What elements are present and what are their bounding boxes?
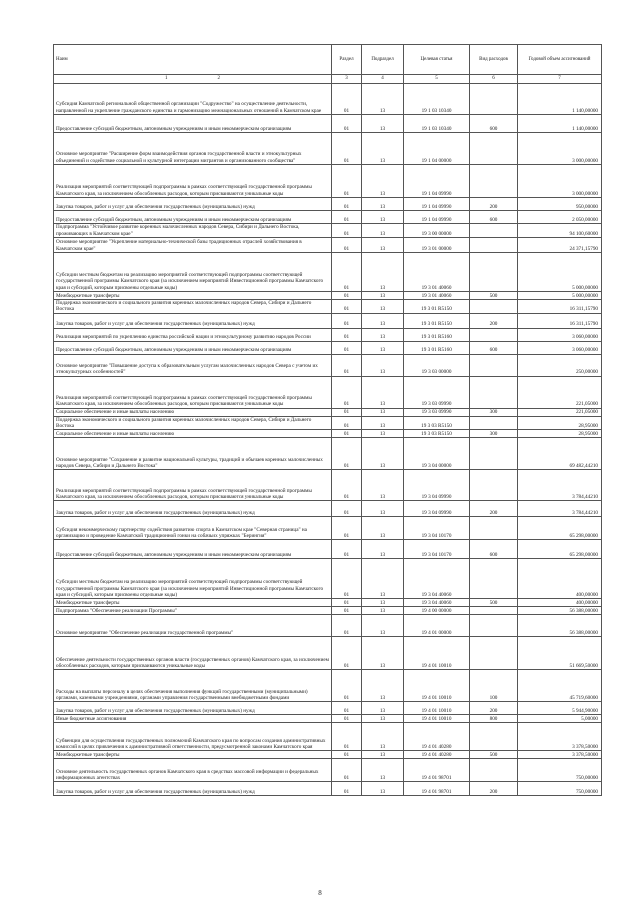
- row-name: Реализация мероприятий соответствующей подпрограммы в рамках соответствующей государственной программы Камчатского края, за исключением обособленных расходов, которым присваиваются уникальные коды: [54, 376, 332, 408]
- row-sum: 16 311,15790: [518, 313, 602, 328]
- table-row: [54, 751, 602, 759]
- col-vr-header: Вид расходов: [470, 45, 518, 75]
- row-podrazdel: 13: [362, 559, 404, 599]
- row-podrazdel: 13: [362, 354, 404, 376]
- table-row: [54, 211, 602, 224]
- row-sum: 5 000,00000: [518, 253, 602, 292]
- row-vr: [470, 376, 518, 408]
- row-podrazdel: 13: [362, 470, 404, 501]
- row-csr: 19 3 04 40060: [404, 559, 470, 599]
- row-name: Реализация мероприятий по укреплению единства российской нации и этнокультурному развитию народов России: [54, 328, 332, 341]
- row-razdel: 01: [332, 376, 362, 408]
- row-name: Подпрограмма "Обеспечение реализации Программы": [54, 607, 332, 615]
- table-row: [54, 715, 602, 723]
- row-sum: 3 378,50000: [518, 723, 602, 751]
- row-sum: 5,00000: [518, 715, 602, 723]
- row-razdel: 01: [332, 751, 362, 759]
- table-row: [54, 416, 602, 430]
- row-podrazdel: 13: [362, 607, 404, 615]
- row-razdel: 01: [332, 165, 362, 198]
- row-sum: 221,05000: [518, 408, 602, 416]
- row-sum: 1 140,00000: [518, 115, 602, 133]
- row-name: Реализация мероприятий соответствующей подпрограммы в рамках соответствующей государственной программы Камчатского края, за исключением обособленных расходов, которым присваиваются уникальные коды: [54, 470, 332, 501]
- row-podrazdel: 13: [362, 328, 404, 341]
- row-podrazdel: 13: [362, 133, 404, 165]
- col-podrazdel-header: Подраздел: [362, 45, 404, 75]
- row-name: Субсидия некоммерческому партнерству содействия развитию спорта в Камчатском крае "Северная страница" на организацию и проведение Камчатской традиционной гонки на собачьих упряжках "Берингия": [54, 517, 332, 540]
- row-sum: 2 050,00000: [518, 211, 602, 224]
- table-row: [54, 759, 602, 782]
- row-sum: 3 784,44210: [518, 470, 602, 501]
- row-sum: 24 371,15790: [518, 238, 602, 253]
- row-vr: [470, 723, 518, 751]
- row-razdel: 01: [332, 599, 362, 607]
- table-row: [54, 376, 602, 408]
- col-number: 5: [404, 75, 470, 84]
- row-csr: 19 3 01 40060: [404, 292, 470, 300]
- row-name: Межбюджетные трансферты: [54, 292, 332, 300]
- row-name: Поддержка экономического и социального развития коренных малочисленных народов Севера, Сибири и Дальнего Востока: [54, 416, 332, 430]
- table-row: [54, 341, 602, 354]
- row-razdel: 01: [332, 723, 362, 751]
- row-csr: 19 4 01 10010: [404, 715, 470, 723]
- row-razdel: 01: [332, 300, 362, 314]
- row-podrazdel: 13: [362, 438, 404, 470]
- row-name: Субсидии местным бюджетам на реализацию мероприятий соответствующей подпрограммы соответствующей государственной программы Камчатского края (за исключением мероприятий Инвестиционной программы Камчатского края и субсидий, которым присвоены отдельные коды): [54, 253, 332, 292]
- row-csr: 19 3 03 R5150: [404, 430, 470, 438]
- row-vr: [470, 253, 518, 292]
- row-name: Обеспечение деятельности государственных органов власти (государственных органов) Камчатского края, за исключением обособленных расходов, которым присваиваются уникальные коды: [54, 637, 332, 670]
- row-sum: 250,00000: [518, 354, 602, 376]
- row-name: Социальное обеспечение и иные выплаты населению: [54, 408, 332, 416]
- row-csr: 19 4 01 40280: [404, 723, 470, 751]
- row-sum: 65 298,00000: [518, 540, 602, 559]
- row-razdel: 01: [332, 354, 362, 376]
- row-csr: 19 4 01 10010: [404, 637, 470, 670]
- row-vr: 600: [470, 115, 518, 133]
- row-name: Предоставление субсидий бюджетным, автономным учреждениям и иным некоммерческим организациям: [54, 341, 332, 354]
- col-csr-header: Целевая статья: [404, 45, 470, 75]
- row-vr: 500: [470, 292, 518, 300]
- row-name: Основное мероприятие "Повышение доступа к образовательным услугам малочисленных народов Севера с учетом их этнокультурных особенностей": [54, 354, 332, 376]
- row-razdel: 01: [332, 198, 362, 211]
- row-vr: [470, 133, 518, 165]
- table-row: [54, 292, 602, 300]
- row-csr: 19 1 03 10340: [404, 84, 470, 115]
- row-vr: 300: [470, 430, 518, 438]
- row-razdel: 01: [332, 224, 362, 238]
- row-sum: 750,00000: [518, 782, 602, 796]
- row-vr: [470, 759, 518, 782]
- row-podrazdel: 13: [362, 615, 404, 637]
- row-sum: 3 000,00000: [518, 133, 602, 165]
- row-vr: [470, 416, 518, 430]
- row-csr: 19 3 01 R5160: [404, 341, 470, 354]
- table-row: [54, 198, 602, 211]
- budget-table: [53, 44, 602, 796]
- row-csr: 19 4 01 98701: [404, 759, 470, 782]
- row-podrazdel: 13: [362, 300, 404, 314]
- row-vr: 300: [470, 408, 518, 416]
- row-razdel: 01: [332, 211, 362, 224]
- row-vr: 200: [470, 313, 518, 328]
- row-sum: 221,05000: [518, 376, 602, 408]
- row-vr: 600: [470, 540, 518, 559]
- row-sum: 950,00000: [518, 198, 602, 211]
- row-razdel: 01: [332, 115, 362, 133]
- row-podrazdel: 13: [362, 211, 404, 224]
- table-row: [54, 300, 602, 314]
- col-number: 6: [470, 75, 518, 84]
- row-razdel: 01: [332, 416, 362, 430]
- row-razdel: 01: [332, 438, 362, 470]
- row-csr: 19 3 01 40060: [404, 253, 470, 292]
- row-name: Основное мероприятие "Сохранение и развитие национальной культуры, традиций и обычаев коренных малочисленных народов Севера, Сибири и Дальнего Востока": [54, 438, 332, 470]
- row-vr: [470, 328, 518, 341]
- row-razdel: 01: [332, 501, 362, 517]
- row-csr: 19 3 00 00000: [404, 224, 470, 238]
- row-podrazdel: 13: [362, 376, 404, 408]
- col-number: 3: [332, 75, 362, 84]
- row-csr: 19 1 04 09990: [404, 165, 470, 198]
- table-row: [54, 723, 602, 751]
- table-row: [54, 501, 602, 517]
- row-name: Поддержка экономического и социального развития коренных малочисленных народов Севера, Сибири и Дальнего Востока: [54, 300, 332, 314]
- row-name: Закупка товаров, работ и услуг для обеспечения государственных (муниципальных) нужд: [54, 313, 332, 328]
- row-csr: 19 1 03 10340: [404, 115, 470, 133]
- col-number: 4: [362, 75, 404, 84]
- row-razdel: 01: [332, 782, 362, 796]
- row-razdel: 01: [332, 607, 362, 615]
- row-vr: 200: [470, 782, 518, 796]
- table-row: [54, 430, 602, 438]
- row-podrazdel: 13: [362, 341, 404, 354]
- row-razdel: 01: [332, 702, 362, 715]
- row-sum: 5 000,00000: [518, 292, 602, 300]
- row-vr: 600: [470, 211, 518, 224]
- row-name: Закупка товаров, работ и услуг для обеспечения государственных (муниципальных) нужд: [54, 782, 332, 796]
- row-podrazdel: 13: [362, 115, 404, 133]
- row-csr: 19 1 04 09990: [404, 211, 470, 224]
- row-sum: 3 000,00000: [518, 165, 602, 198]
- row-name: Предоставление субсидий бюджетным, автономным учреждениям и иным некоммерческим организациям: [54, 115, 332, 133]
- row-sum: 5 944,90000: [518, 702, 602, 715]
- row-csr: 19 4 01 10010: [404, 670, 470, 702]
- row-name: Расходы на выплаты персоналу в целях обеспечения выполнения функций государственными (муниципальными) органами, казенными учреждениями, органами управления государственными внебюджетными фондами: [54, 670, 332, 702]
- row-podrazdel: 13: [362, 313, 404, 328]
- row-podrazdel: 13: [362, 540, 404, 559]
- table-row: [54, 133, 602, 165]
- row-razdel: 01: [332, 670, 362, 702]
- table-row: [54, 559, 602, 599]
- row-vr: [470, 84, 518, 115]
- table-row: [54, 84, 602, 115]
- row-razdel: 01: [332, 559, 362, 599]
- row-sum: 56 388,00000: [518, 615, 602, 637]
- row-csr: 19 3 04 09990: [404, 470, 470, 501]
- row-sum: 28,95000: [518, 416, 602, 430]
- row-name: Основное мероприятие "Обеспечение реализации государственной программы": [54, 615, 332, 637]
- row-sum: 28,95000: [518, 430, 602, 438]
- row-vr: [470, 615, 518, 637]
- row-name: Межбюджетные трансферты: [54, 599, 332, 607]
- table-row: [54, 470, 602, 501]
- row-sum: 3 060,00000: [518, 341, 602, 354]
- row-sum: 65 298,00000: [518, 517, 602, 540]
- row-csr: 19 3 01 R5160: [404, 328, 470, 341]
- row-podrazdel: 13: [362, 292, 404, 300]
- row-razdel: 01: [332, 84, 362, 115]
- row-podrazdel: 13: [362, 517, 404, 540]
- table-row: [54, 438, 602, 470]
- row-vr: 500: [470, 599, 518, 607]
- row-name: Реализация мероприятий соответствующей подпрограммы в рамках соответствующей государственной программы Камчатского края, за исключением обособленных расходов, которым присваиваются уникальные коды: [54, 165, 332, 198]
- row-podrazdel: 13: [362, 599, 404, 607]
- row-vr: [470, 224, 518, 238]
- row-name: Субсидия Камчатской региональной общественной организации "Содружество" на осуществление деятельности, направленной на укрепление гражданского единства и гармонизацию межнациональных отношений в Камчатском крае: [54, 84, 332, 115]
- column-number-row: [54, 75, 602, 84]
- row-sum: 3 784,44210: [518, 501, 602, 517]
- row-name: Основное деятельность государственных органов Камчатского края в средствах массовой информации и федеральных информационных агентствах: [54, 759, 332, 782]
- table-row: [54, 599, 602, 607]
- row-podrazdel: 13: [362, 782, 404, 796]
- row-csr: 19 3 04 40060: [404, 599, 470, 607]
- row-razdel: 01: [332, 470, 362, 501]
- col-number: 1 2: [54, 75, 332, 84]
- row-name: Основное мероприятие "Укрепление материально-технической базы традиционных отраслей хозяйствования в Камчатском крае": [54, 238, 332, 253]
- col-name-header: Наим: [54, 45, 332, 75]
- page-number: 8: [318, 889, 322, 897]
- row-sum: 16 311,15790: [518, 300, 602, 314]
- row-razdel: 01: [332, 408, 362, 416]
- row-razdel: 01: [332, 430, 362, 438]
- row-name: Предоставление субсидий бюджетным, автономным учреждениям и иным некоммерческим организациям: [54, 540, 332, 559]
- row-sum: 56 388,00000: [518, 607, 602, 615]
- row-csr: 19 3 03 R5150: [404, 416, 470, 430]
- row-name: Иные бюджетные ассигнования: [54, 715, 332, 723]
- row-razdel: 01: [332, 292, 362, 300]
- row-podrazdel: 13: [362, 238, 404, 253]
- row-sum: 3 378,50000: [518, 751, 602, 759]
- row-podrazdel: 13: [362, 723, 404, 751]
- row-name: Закупка товаров, работ и услуг для обеспечения государственных (муниципальных) нужд: [54, 702, 332, 715]
- row-vr: 500: [470, 751, 518, 759]
- col-razdel-header: Раздел: [332, 45, 362, 75]
- row-csr: 19 3 01 R5150: [404, 300, 470, 314]
- row-podrazdel: 13: [362, 430, 404, 438]
- row-csr: 19 4 01 10010: [404, 702, 470, 715]
- row-sum: 750,00000: [518, 759, 602, 782]
- row-vr: 800: [470, 715, 518, 723]
- budget-sheet: [53, 44, 601, 796]
- row-name: Закупка товаров, работ и услуг для обеспечения государственных (муниципальных) нужд: [54, 198, 332, 211]
- row-sum: 45 719,60000: [518, 670, 602, 702]
- table-row: [54, 115, 602, 133]
- row-vr: [470, 300, 518, 314]
- row-podrazdel: 13: [362, 253, 404, 292]
- row-podrazdel: 13: [362, 198, 404, 211]
- row-sum: 51 669,50000: [518, 637, 602, 670]
- row-podrazdel: 13: [362, 84, 404, 115]
- row-sum: 3 060,00000: [518, 328, 602, 341]
- row-sum: 400,00000: [518, 559, 602, 599]
- table-row: [54, 238, 602, 253]
- table-row: [54, 517, 602, 540]
- row-csr: 19 4 00 00000: [404, 607, 470, 615]
- row-podrazdel: 13: [362, 702, 404, 715]
- row-name: Субвенции для осуществления государственных полномочий Камчатского края по вопросам создания административных комиссий в целях привлечения к административной ответственности, предусмотренной законами Камчатского края: [54, 723, 332, 751]
- row-sum: 94 100,60000: [518, 224, 602, 238]
- row-vr: [470, 517, 518, 540]
- table-row: [54, 702, 602, 715]
- row-sum: 400,00000: [518, 599, 602, 607]
- table-row: [54, 615, 602, 637]
- row-podrazdel: 13: [362, 224, 404, 238]
- row-csr: 19 3 04 10170: [404, 517, 470, 540]
- row-podrazdel: 13: [362, 408, 404, 416]
- table-row: [54, 408, 602, 416]
- row-vr: 200: [470, 501, 518, 517]
- col-number: 7: [518, 75, 602, 84]
- row-csr: 19 3 03 09990: [404, 376, 470, 408]
- row-podrazdel: 13: [362, 715, 404, 723]
- row-podrazdel: 13: [362, 751, 404, 759]
- row-podrazdel: 13: [362, 501, 404, 517]
- row-razdel: 01: [332, 341, 362, 354]
- row-name: Закупка товаров, работ и услуг для обеспечения государственных (муниципальных) нужд: [54, 501, 332, 517]
- table-row: [54, 354, 602, 376]
- table-row: [54, 313, 602, 328]
- row-podrazdel: 13: [362, 670, 404, 702]
- row-csr: 19 4 01 00000: [404, 615, 470, 637]
- row-razdel: 01: [332, 637, 362, 670]
- row-vr: [470, 354, 518, 376]
- row-csr: 19 4 01 40280: [404, 751, 470, 759]
- row-razdel: 01: [332, 328, 362, 341]
- row-csr: 19 3 01 R5150: [404, 313, 470, 328]
- row-csr: 19 3 01 00000: [404, 238, 470, 253]
- row-vr: [470, 637, 518, 670]
- table-row: [54, 607, 602, 615]
- table-row: [54, 165, 602, 198]
- table-header-row: [54, 45, 602, 75]
- row-name: Социальное обеспечение и иные выплаты населению: [54, 430, 332, 438]
- row-csr: 19 4 01 98701: [404, 782, 470, 796]
- row-vr: 200: [470, 702, 518, 715]
- row-csr: 19 3 04 09990: [404, 501, 470, 517]
- row-razdel: 01: [332, 133, 362, 165]
- table-row: [54, 224, 602, 238]
- row-name: Подпрограмма "Устойчивое развитие коренных малочисленных народов Севера, Сибири и Дальнего Востока, проживающих в Камчатском крае": [54, 224, 332, 238]
- row-razdel: 01: [332, 540, 362, 559]
- table-row: [54, 328, 602, 341]
- row-name: Субсидии местным бюджетам на реализацию мероприятий соответствующей подпрограммы соответствующей государственной программы Камчатского края (за исключением мероприятий Инвестиционной программы Камчатского края и субсидий, которым присвоены отдельные коды): [54, 559, 332, 599]
- row-podrazdel: 13: [362, 637, 404, 670]
- row-vr: 200: [470, 198, 518, 211]
- table-row: [54, 253, 602, 292]
- row-csr: 19 3 04 10170: [404, 540, 470, 559]
- row-razdel: 01: [332, 517, 362, 540]
- row-csr: 19 3 03 00000: [404, 354, 470, 376]
- col-sum-header: Годовой объем ассигнований: [518, 45, 602, 75]
- row-razdel: 01: [332, 313, 362, 328]
- row-podrazdel: 13: [362, 165, 404, 198]
- row-name: Предоставление субсидий бюджетным, автономным учреждениям и иным некоммерческим организациям: [54, 211, 332, 224]
- row-csr: 19 3 03 09990: [404, 408, 470, 416]
- row-vr: [470, 470, 518, 501]
- row-razdel: 01: [332, 253, 362, 292]
- row-vr: 100: [470, 670, 518, 702]
- row-name: Межбюджетные трансферты: [54, 751, 332, 759]
- row-name: Основное мероприятие "Расширение форм взаимодействия органов государственной власти и этнокультурных объединений и содействие социальной и культурной интеграции мигрантов и организованного сообщества": [54, 133, 332, 165]
- table-row: [54, 782, 602, 796]
- row-vr: [470, 238, 518, 253]
- row-vr: 600: [470, 341, 518, 354]
- row-razdel: 01: [332, 715, 362, 723]
- row-podrazdel: 13: [362, 759, 404, 782]
- budget-table-body: [54, 84, 602, 796]
- row-csr: 19 1 04 00000: [404, 133, 470, 165]
- table-row: [54, 540, 602, 559]
- row-sum: 1 140,00000: [518, 84, 602, 115]
- row-razdel: 01: [332, 759, 362, 782]
- row-vr: [470, 438, 518, 470]
- table-row: [54, 637, 602, 670]
- row-sum: 69 482,44210: [518, 438, 602, 470]
- row-vr: [470, 559, 518, 599]
- table-row: [54, 670, 602, 702]
- row-podrazdel: 13: [362, 416, 404, 430]
- row-razdel: 01: [332, 615, 362, 637]
- row-razdel: 01: [332, 238, 362, 253]
- row-csr: 19 3 04 00000: [404, 438, 470, 470]
- row-csr: 19 1 04 09990: [404, 198, 470, 211]
- row-vr: [470, 607, 518, 615]
- row-vr: [470, 165, 518, 198]
